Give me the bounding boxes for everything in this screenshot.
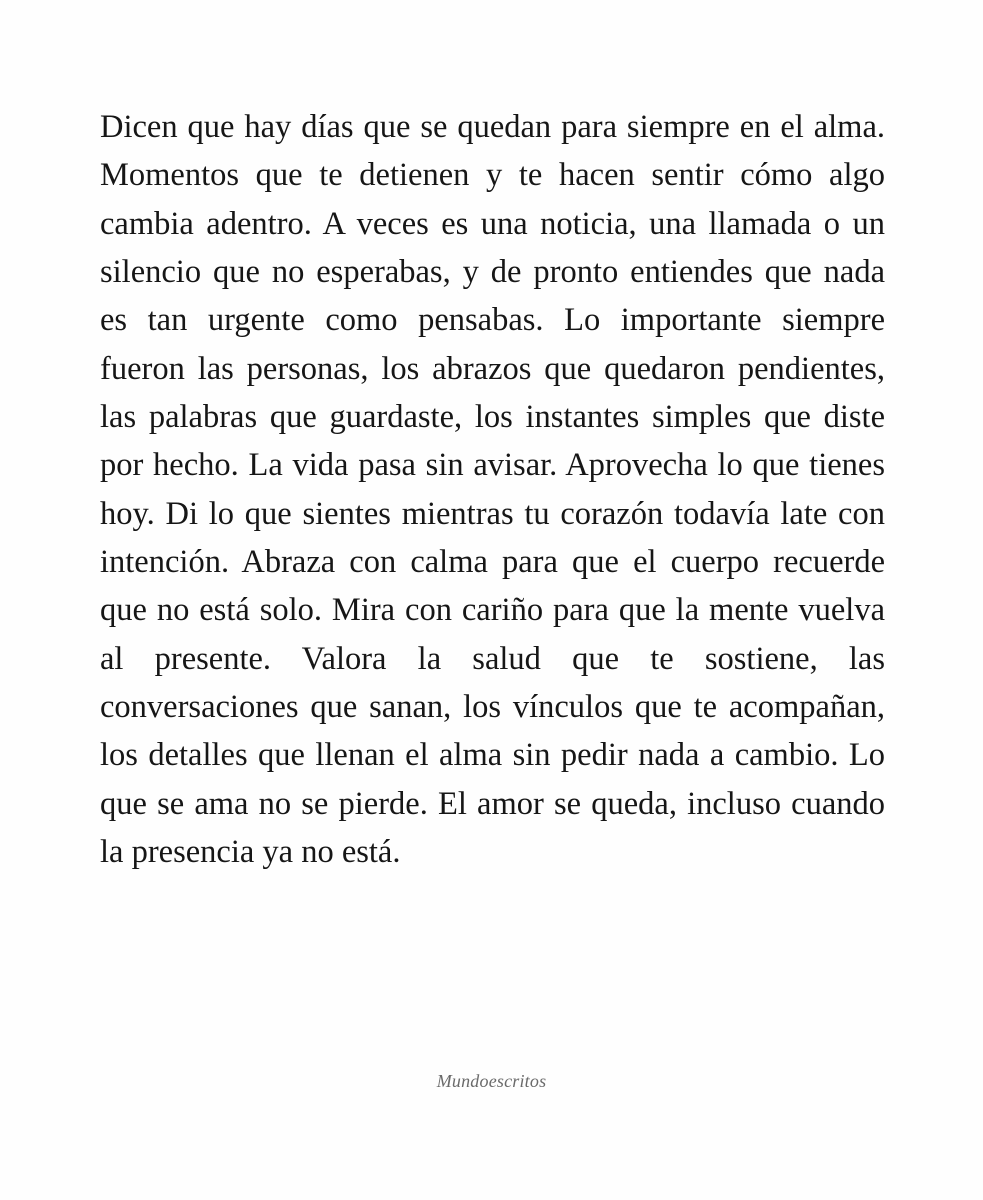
- body-paragraph: Dicen que hay días que se quedan para siempre en el alma. Momentos que te detienen y te hacen sentir cómo algo cambia adentro. A veces es una noticia, una llamada o un silencio que no esperabas, y de pronto entiendes que nada es tan urgente como pensabas. Lo importante siempre fueron las personas, los abrazos que quedaron pendientes, las palabras que guardaste, los instantes simples que diste por hecho. La vida pasa sin avisar. Aprovecha lo que tienes hoy. Di lo que sientes mientras tu corazón todavía late con intención. Abraza con calma para que el cuerpo recuerde que no está solo. Mira con cariño para que la mente vuelva al presente. Valora la salud que te sostiene, las conversaciones que sanan, los vínculos que te acompañan, los detalles que llenan el alma sin pedir nada a cambio. Lo que se ama no se pierde. El amor se queda, incluso cuando la presencia ya no está.: [100, 109, 885, 871]
- author-signature: Mundoescritos: [436, 1071, 547, 1091]
